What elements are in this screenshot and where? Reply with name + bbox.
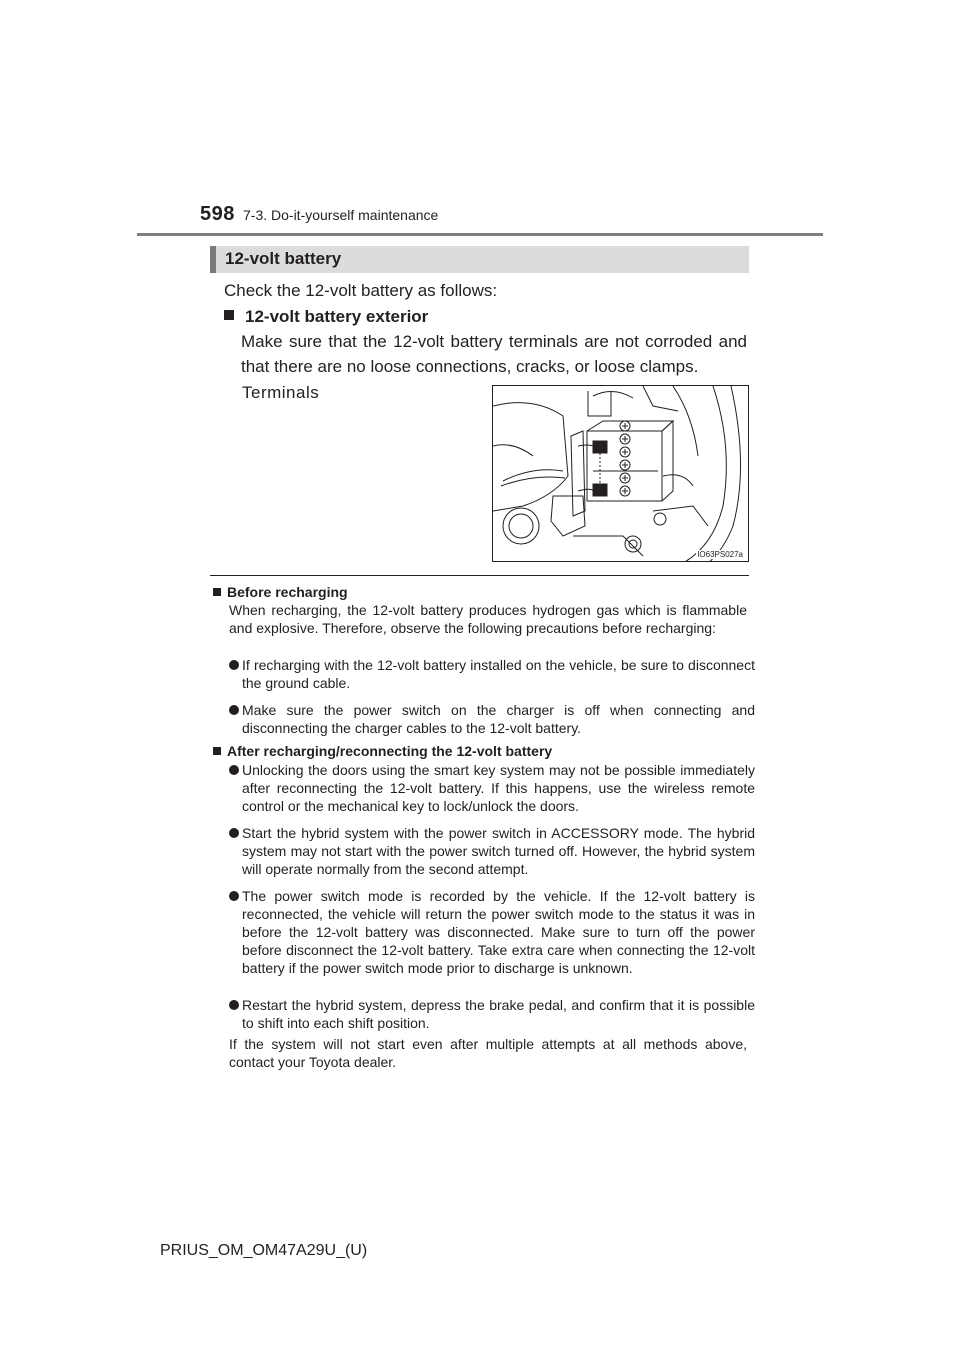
section-title-bar (210, 246, 749, 273)
after-recharging-closing: If the system will not start even after multiple attempts at all methods above, contact your Toyota dealer. (229, 1036, 747, 1070)
after-recharging-heading (213, 742, 552, 760)
terminal-marks (620, 421, 630, 496)
exterior-heading-label: 12-volt battery exterior (245, 307, 429, 326)
round-bullet-icon (229, 1000, 239, 1010)
intro-text: Check the 12-volt battery as follows: (224, 281, 498, 300)
header-rule (137, 233, 823, 236)
before-recharging-bullet-1: If recharging with the 12-volt battery installed on the vehicle, be sure to disconnect the ground cable. (242, 657, 755, 691)
figure-code: IO63PS027a (697, 550, 743, 559)
before-recharging-bullet-2: Make sure the power switch on the charger is off when connecting and disconnecting the charger cables to the 12-volt battery. (242, 702, 755, 736)
after-recharging-heading-label: After recharging/reconnecting the 12-volt battery (227, 743, 553, 759)
footer-doc-id: PRIUS_OM_OM47A29U_(U) (160, 1242, 368, 1259)
after-recharging-bullet-3: The power switch mode is recorded by the vehicle. If the 12-volt battery is reconnected, the vehicle will return the power switch mode to the status it was in before the 12-volt battery was disconnected. Make sure to turn off the power before disconnect the 12-volt battery. Take extra care when connecting the 12-volt battery if the power switch mode prior to discharge is unknown. (242, 888, 755, 976)
after-recharging-bullet-1: Unlocking the doors using the smart key system may not be possible immediately after reconnecting the 12-volt battery. If this happens, use the wireless remote control or the mechanical key to lock/unlock the doors. (242, 762, 755, 814)
square-bullet-icon (213, 588, 221, 596)
battery-illustration (493, 386, 749, 562)
section-title: 12-volt battery (225, 249, 342, 268)
section-reference: 7-3. Do-it-yourself maintenance (243, 207, 439, 223)
section-title-accent (210, 246, 216, 273)
terminals-label: Terminals (242, 383, 320, 402)
after-recharging-bullet-2: Start the hybrid system with the power switch in ACCESSORY mode. The hybrid system may not start with the power switch turned off. However, the hybrid system will operate normally from the second attempt. (242, 825, 755, 877)
round-bullet-icon (229, 765, 239, 775)
square-bullet-icon (224, 310, 234, 320)
round-bullet-icon (229, 828, 239, 838)
exterior-body: Make sure that the 12-volt battery terminals are not corroded and that there are no loose connections, cracks, or loose clamps. (241, 332, 747, 376)
before-recharging-heading (213, 583, 348, 601)
round-bullet-icon (229, 891, 239, 901)
round-bullet-icon (229, 705, 239, 715)
battery-figure (492, 385, 749, 562)
page-number: 598 (200, 203, 235, 225)
round-bullet-icon (229, 660, 239, 670)
exterior-heading (224, 305, 428, 329)
section-divider (210, 575, 749, 576)
before-recharging-heading-label: Before recharging (227, 584, 348, 600)
square-bullet-icon (213, 747, 221, 755)
after-recharging-bullet-4: Restart the hybrid system, depress the brake pedal, and confirm that it is possible to shift into each shift position. (242, 997, 755, 1031)
before-recharging-body: When recharging, the 12-volt battery produces hydrogen gas which is flammable and explosive. Therefore, observe the following precautions before recharging: (229, 602, 747, 636)
